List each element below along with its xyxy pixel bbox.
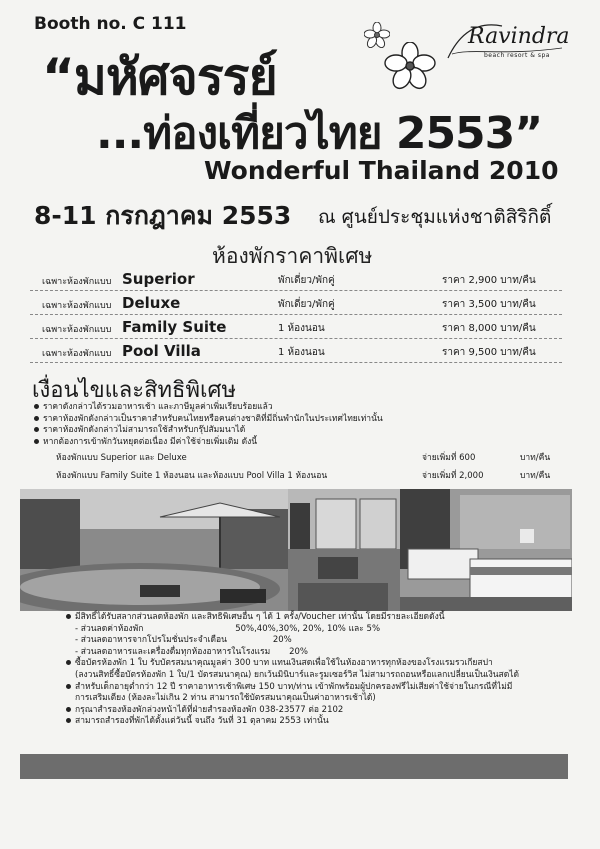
room-name: Superior (122, 270, 195, 288)
condition-text: ราคาห้องพักดังกล่าวไม่สามารถใช้สำหรับกรุ๊ปสัมมนาได้ (43, 425, 246, 435)
extra-charge-room: ห้องพักแบบ Superior และ Deluxe (56, 453, 187, 463)
room-label: เฉพาะห้องพักแบบ (42, 349, 112, 359)
note-item (66, 658, 519, 670)
note-item (66, 612, 519, 624)
ravindra-logo (442, 18, 572, 68)
room-price: ราคา 2,900 บาท/คืน (442, 275, 536, 286)
note-item (66, 693, 519, 705)
note-text: - ส่วนลดอาหารจากโปรโมชั่นประจำเดือน 20% (75, 635, 292, 646)
room-price: ราคา 3,500 บาท/คืน (442, 299, 536, 310)
room-name: Deluxe (122, 294, 181, 312)
room-price: ราคา 8,000 บาท/คืน (442, 323, 536, 334)
booth-label: Booth no. (34, 14, 127, 34)
condition-text: หากต้องการเข้าพักวันหยุดต่อเนื่อง มีค่าใช้จ่ายเพิ่มเติม ดังนี้ (43, 436, 258, 447)
note-text: - ส่วนลดอาหารและเครื่องดื่มทุกห้องอาหารในโรงแรม 20% (75, 646, 308, 657)
condition-text: ราคาดังกล่าวได้รวมอาหารเช้า และภาษีมูลค่าเพิ่มเรียบร้อยแล้ว (43, 402, 273, 412)
note-text: มีสิทธิ์ได้รับสลากส่วนลดห้องพัก และสิทธิพิเศษอื่น ๆ ได้ 1 ครั้ง/Voucher เท่านั้น โดยมีรายละเอียดดังนี้ (75, 612, 445, 622)
room-label: เฉพาะห้องพักแบบ (42, 277, 112, 287)
note-text: (ลงวนสิทธิ์ซื้อบัตรห้องพัก 1 ใบ/1 บัตรสมนาคุณ) ยกเว้นมินิบาร์และรูมเซอร์วิส ไม่สามารถถอนหรือแลกเปลี่ยนเป็นเงินสดได้ (75, 669, 520, 680)
note-text: - ส่วนลดค่าห้องพัก 50%,40%,30%, 20%, 10% และ 5% (75, 623, 381, 634)
room-bed: พักเดี่ยว/พักคู่ (278, 299, 335, 310)
room-bed: 1 ห้องนอน (278, 347, 325, 358)
suite-photo (288, 489, 400, 611)
note-text: การเสริมเตียง (ห้องละไม่เกิน 2 ท่าน สามารถใช้บัตรสมนาคุณเป็นค่าอาหารเช้าได้) (75, 693, 376, 704)
note-item (66, 635, 519, 647)
extra-charge-unit: บาท/คืน (520, 471, 551, 481)
pool-photo (20, 489, 288, 611)
extra-charge-room: ห้องพักแบบ Family Suite 1 ห้องนอน และห้องแบบ Pool Villa 1 ห้องนอน (56, 471, 328, 481)
room-name: Family Suite (122, 318, 227, 336)
note-item (66, 647, 519, 659)
condition-item (34, 402, 383, 414)
note-text: กรุณาสำรองห้องพักล่วงหน้าได้ที่ฝ่ายสำรองห้องพัก 038-23577 ต่อ 2102 (75, 704, 344, 715)
note-item (66, 670, 519, 682)
room-bed: พักเดี่ยว/พักคู่ (278, 275, 335, 286)
note-text: สำหรับเด็กอายุต่ำกว่า 12 ปี ราคาอาหารเช้าพิเศษ 150 บาท/ท่าน เข้าพักพร้อมผู้ปกครองฟรีไม่เสียค่าใช้จ่ายในกรณีที่ไม่มี (75, 681, 513, 692)
condition-item (34, 437, 383, 449)
conditions-list (34, 402, 383, 448)
notes-list (66, 612, 519, 728)
headline-line3: Wonderful Thailand 2010 (204, 156, 559, 185)
flower-icon (384, 42, 436, 90)
note-item (66, 624, 519, 636)
room-label: เฉพาะห้องพักแบบ (42, 325, 112, 335)
rooms-title: ห้องพักราคาพิเศษ (212, 244, 373, 268)
logo-name: Ravindra (468, 24, 570, 49)
condition-text: ราคาห้องพักดังกล่าวเป็นราคาสำหรับคนไทยหรือคนต่างชาติที่มีถิ่นพำนักในประเทศไทยเท่านั้น (43, 413, 383, 424)
condition-item (34, 414, 383, 426)
conditions-title: เงื่อนไขและสิทธิพิเศษ (32, 378, 236, 403)
photo-strip (20, 489, 572, 611)
extra-charge-amount: จ่ายเพิ่มที่ 600 (422, 453, 476, 463)
event-venue: ณ ศูนย์ประชุมแห่งชาติสิริกิติ์ (318, 206, 552, 228)
bedroom-photo (400, 489, 572, 611)
extra-charge-amount: จ่ายเพิ่มที่ 2,000 (422, 471, 484, 481)
footer-bar (20, 754, 568, 779)
booth-number (34, 14, 187, 34)
booth-code: C 111 (132, 14, 187, 34)
room-row (30, 270, 562, 291)
extra-charge-unit: บาท/คืน (520, 453, 551, 463)
room-row (30, 318, 562, 339)
room-name: Pool Villa (122, 342, 201, 360)
headline-line1: “มหัศจรรย์ (42, 48, 277, 106)
event-date: 8-11 กรกฎาคม 2553 (34, 201, 292, 230)
note-item (66, 705, 519, 717)
headline-line2: ...ท่องเที่ยวไทย 2553” (96, 108, 543, 159)
note-item (66, 682, 519, 694)
room-bed: 1 ห้องนอน (278, 323, 325, 334)
room-row (30, 342, 562, 363)
condition-item (34, 425, 383, 437)
note-text: สามารถสำรองที่พักได้ตั้งแต่วันนี้ จนถึง วันที่ 31 ตุลาคม 2553 เท่านั้น (75, 716, 329, 727)
room-row (30, 294, 562, 315)
logo-tagline: beach resort & spa (484, 52, 550, 59)
room-label: เฉพาะห้องพักแบบ (42, 301, 112, 311)
note-text: ซื้อบัตรห้องพัก 1 ใบ รับบัตรสมนาคุณมูลค่า 300 บาท แทนเงินสดเพื่อใช้ในห้องอาหารทุกห้องของโรงแรมรวเกียสปา (75, 658, 493, 669)
note-item (66, 716, 519, 728)
room-price: ราคา 9,500 บาท/คืน (442, 347, 536, 358)
